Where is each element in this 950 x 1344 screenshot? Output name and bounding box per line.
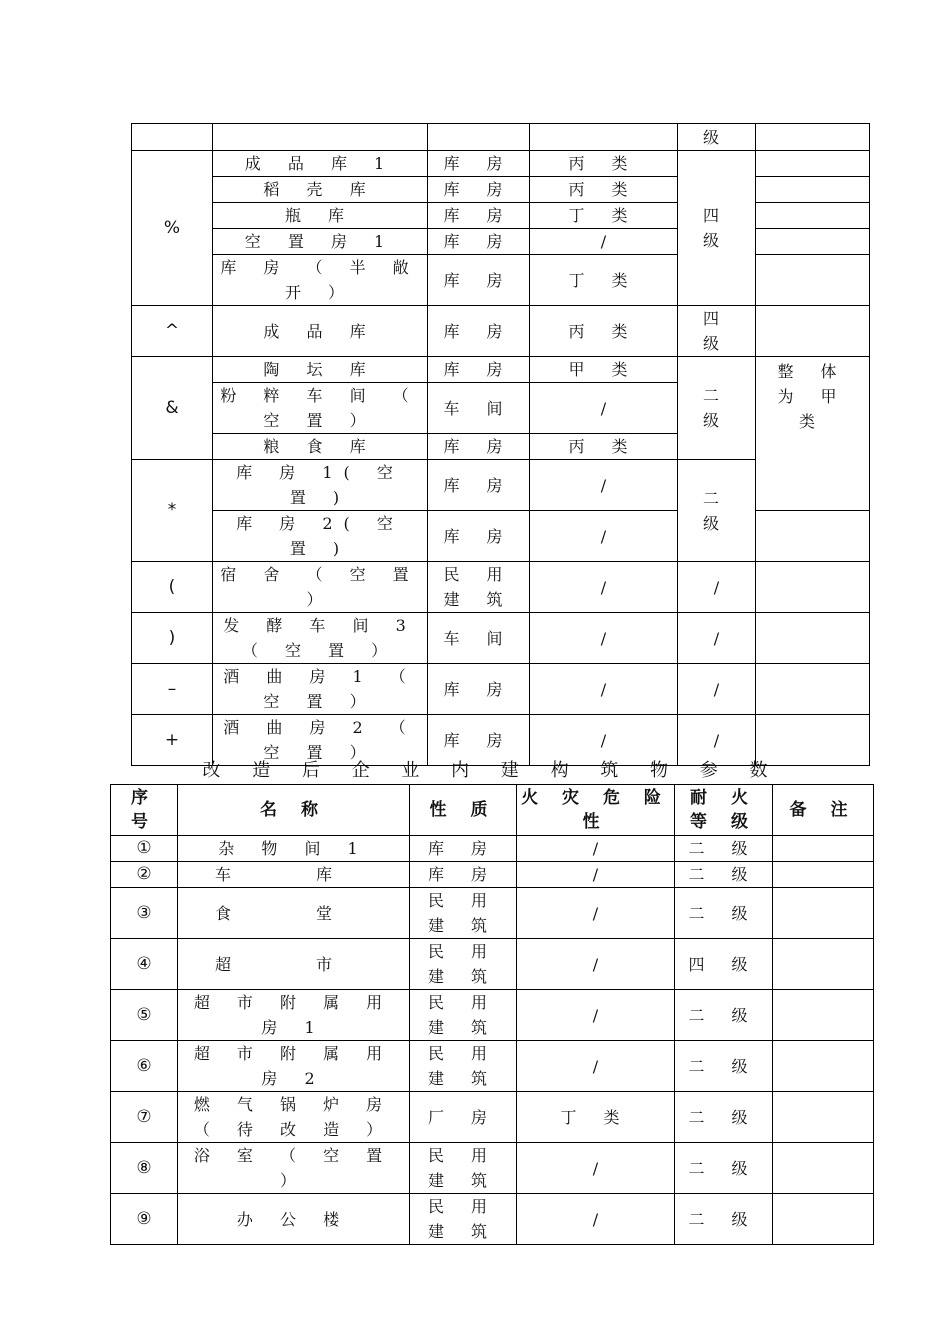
- remark-cell: [773, 888, 874, 939]
- remark-cell: 整 体 为 甲 类: [756, 357, 870, 511]
- name-cell: 成 品 库 1: [213, 151, 428, 177]
- table-row: [111, 888, 874, 939]
- nature-cell: 库 房: [428, 177, 530, 203]
- remark-cell: [773, 1041, 874, 1092]
- table-row: [132, 203, 870, 229]
- name-cell: 库 房 （ 半 敞 开 ）: [213, 255, 428, 306]
- hazard-cell: /: [530, 664, 678, 715]
- table-row: [111, 990, 874, 1041]
- hazard-cell: 丙 类: [530, 434, 678, 460]
- id-cell: +: [132, 715, 213, 766]
- no-cell: ⑧: [111, 1143, 178, 1194]
- nature-cell: 库 房: [428, 664, 530, 715]
- name-cell: 库 房 2( 空 置 ): [213, 511, 428, 562]
- id-cell: –: [132, 664, 213, 715]
- nature-cell: 库 房: [410, 836, 517, 862]
- remark-cell: [756, 306, 870, 357]
- fire-grade-cell: 二 级: [678, 460, 756, 562]
- fire-grade-cell: 四 级: [678, 306, 756, 357]
- table-row: [111, 862, 874, 888]
- hazard-cell: /: [530, 383, 678, 434]
- remark-cell: [756, 255, 870, 306]
- table-row: [132, 229, 870, 255]
- no-cell: ④: [111, 939, 178, 990]
- hazard-cell: /: [517, 836, 675, 862]
- name-cell: 宿 舍 （ 空 置 ）: [213, 562, 428, 613]
- fire-grade-cell: 级: [678, 124, 756, 151]
- hazard-cell: /: [530, 715, 678, 766]
- nature-cell: 库 房: [428, 306, 530, 357]
- remark-cell: [756, 613, 870, 664]
- nature-cell: 民 用 建 筑: [410, 939, 517, 990]
- remark-cell: [773, 1194, 874, 1245]
- fire-grade-cell: /: [678, 664, 756, 715]
- table-row: [132, 151, 870, 177]
- remark-cell: [756, 177, 870, 203]
- no-cell: ③: [111, 888, 178, 939]
- nature-cell: 库 房: [428, 229, 530, 255]
- name-cell: 粉 粹 车 间 （ 空 置 ）: [213, 383, 428, 434]
- id-cell: ^: [132, 306, 213, 357]
- name-cell: 空 置 房 1: [213, 229, 428, 255]
- table-row: [132, 613, 870, 664]
- nature-cell: 库 房: [428, 511, 530, 562]
- hazard-cell: /: [517, 990, 675, 1041]
- nature-cell: [428, 124, 530, 151]
- remark-cell: [756, 203, 870, 229]
- no-cell: ①: [111, 836, 178, 862]
- table-row: [111, 836, 874, 862]
- hazard-cell: /: [530, 562, 678, 613]
- name-cell: 超 市 附 属 用 房 2: [178, 1041, 410, 1092]
- nature-cell: 厂 房: [410, 1092, 517, 1143]
- table-header-row: [111, 785, 874, 836]
- remark-cell: [773, 990, 874, 1041]
- hazard-cell: /: [530, 613, 678, 664]
- no-cell: ②: [111, 862, 178, 888]
- nature-cell: 库 房: [428, 357, 530, 383]
- table-title: 改 造 后 企 业 内 建 构 筑 物 参 数: [202, 760, 781, 781]
- table-row: [111, 1143, 874, 1194]
- fire-grade-cell: 二 级: [675, 1041, 773, 1092]
- remark-cell: [756, 562, 870, 613]
- id-cell: *: [132, 460, 213, 562]
- name-cell: 车 库: [178, 862, 410, 888]
- table-row: [132, 511, 870, 562]
- remark-cell: [756, 664, 870, 715]
- table-row: [132, 124, 870, 151]
- table-row: [111, 1041, 874, 1092]
- remark-cell: [773, 1143, 874, 1194]
- nature-cell: 库 房: [428, 151, 530, 177]
- table-row: [111, 939, 874, 990]
- remark-cell: [756, 511, 870, 562]
- header-name: 名 称: [178, 785, 410, 836]
- fire-grade-cell: 二 级: [675, 888, 773, 939]
- table-row: [132, 177, 870, 203]
- header-remark: 备 注: [773, 785, 874, 836]
- nature-cell: 库 房: [410, 862, 517, 888]
- name-cell: 酒 曲 房 2 （ 空 置 ）: [213, 715, 428, 766]
- building-parameters-table: [110, 784, 874, 1245]
- hazard-cell: 丙 类: [530, 177, 678, 203]
- id-cell: ): [132, 613, 213, 664]
- header-hazard: 火 灾 危 险 性: [517, 785, 675, 836]
- name-cell: 超 市 附 属 用 房 1: [178, 990, 410, 1041]
- nature-cell: 民 用 建 筑: [410, 1194, 517, 1245]
- nature-cell: 民 用 建 筑: [410, 1143, 517, 1194]
- fire-grade-cell: /: [678, 613, 756, 664]
- nature-cell: 库 房: [428, 715, 530, 766]
- name-cell: 成 品 库: [213, 306, 428, 357]
- table-row: [132, 664, 870, 715]
- name-cell: 稻 壳 库: [213, 177, 428, 203]
- id-cell: [132, 124, 213, 151]
- id-cell: (: [132, 562, 213, 613]
- fire-grade-cell: 二 级: [678, 357, 756, 460]
- no-cell: ⑤: [111, 990, 178, 1041]
- table-row: [111, 1092, 874, 1143]
- name-cell: [213, 124, 428, 151]
- remark-cell: [773, 1092, 874, 1143]
- name-cell: 燃 气 锅 炉 房 （ 待 改 造 ）: [178, 1092, 410, 1143]
- hazard-cell: /: [530, 460, 678, 511]
- nature-cell: 民 用 建 筑: [410, 990, 517, 1041]
- hazard-cell: 丁 类: [530, 203, 678, 229]
- table-row: [132, 255, 870, 306]
- hazard-cell: 丙 类: [530, 306, 678, 357]
- name-cell: 浴 室 （ 空 置 ）: [178, 1143, 410, 1194]
- fire-grade-cell: 四 级: [678, 151, 756, 306]
- remark-cell: [756, 124, 870, 151]
- hazard-cell: /: [517, 1194, 675, 1245]
- name-cell: 杂 物 间 1: [178, 836, 410, 862]
- fire-grade-cell: 二 级: [675, 862, 773, 888]
- remark-cell: [756, 151, 870, 177]
- remark-cell: [773, 939, 874, 990]
- header-no: 序 号: [111, 785, 178, 836]
- fire-grade-cell: 二 级: [675, 836, 773, 862]
- nature-cell: 库 房: [428, 255, 530, 306]
- id-cell: &: [132, 357, 213, 460]
- fire-grade-cell: 四 级: [675, 939, 773, 990]
- hazard-cell: /: [517, 888, 675, 939]
- table-row: [132, 357, 870, 383]
- fire-grade-cell: /: [678, 715, 756, 766]
- nature-cell: 库 房: [428, 203, 530, 229]
- fire-grade-cell: 二 级: [675, 1143, 773, 1194]
- remark-cell: [773, 862, 874, 888]
- hazard-cell: 甲 类: [530, 357, 678, 383]
- remark-cell: [756, 229, 870, 255]
- header-nature: 性 质: [410, 785, 517, 836]
- no-cell: ⑦: [111, 1092, 178, 1143]
- table-row: [111, 1194, 874, 1245]
- name-cell: 粮 食 库: [213, 434, 428, 460]
- name-cell: 瓶 库: [213, 203, 428, 229]
- header-fire-grade: 耐 火 等 级: [675, 785, 773, 836]
- nature-cell: 民 用 建 筑: [410, 1041, 517, 1092]
- nature-cell: 车 间: [428, 383, 530, 434]
- fire-grade-cell: /: [678, 562, 756, 613]
- name-cell: 陶 坛 库: [213, 357, 428, 383]
- fire-grade-cell: 二 级: [675, 1194, 773, 1245]
- hazard-cell: /: [517, 1143, 675, 1194]
- hazard-cell: /: [517, 1041, 675, 1092]
- name-cell: 发 酵 车 间 3 （ 空 置 ）: [213, 613, 428, 664]
- no-cell: ⑥: [111, 1041, 178, 1092]
- no-cell: ⑨: [111, 1194, 178, 1245]
- hazard-cell: /: [517, 862, 675, 888]
- hazard-cell: [530, 124, 678, 151]
- hazard-cell: /: [530, 229, 678, 255]
- table-row: [132, 306, 870, 357]
- nature-cell: 民 用 建 筑: [410, 888, 517, 939]
- name-cell: 库 房 1( 空 置 ): [213, 460, 428, 511]
- building-table-continued: [131, 123, 870, 766]
- hazard-cell: 丁 类: [517, 1092, 675, 1143]
- hazard-cell: /: [517, 939, 675, 990]
- nature-cell: 车 间: [428, 613, 530, 664]
- hazard-cell: 丁 类: [530, 255, 678, 306]
- nature-cell: 库 房: [428, 434, 530, 460]
- name-cell: 食 堂: [178, 888, 410, 939]
- nature-cell: 库 房: [428, 460, 530, 511]
- hazard-cell: 丙 类: [530, 151, 678, 177]
- fire-grade-cell: 二 级: [675, 1092, 773, 1143]
- table-row: [132, 562, 870, 613]
- name-cell: 办 公 楼: [178, 1194, 410, 1245]
- name-cell: 酒 曲 房 1 （ 空 置 ）: [213, 664, 428, 715]
- name-cell: 超 市: [178, 939, 410, 990]
- remark-cell: [773, 836, 874, 862]
- fire-grade-cell: 二 级: [675, 990, 773, 1041]
- id-cell: %: [132, 151, 213, 306]
- hazard-cell: /: [530, 511, 678, 562]
- nature-cell: 民 用 建 筑: [428, 562, 530, 613]
